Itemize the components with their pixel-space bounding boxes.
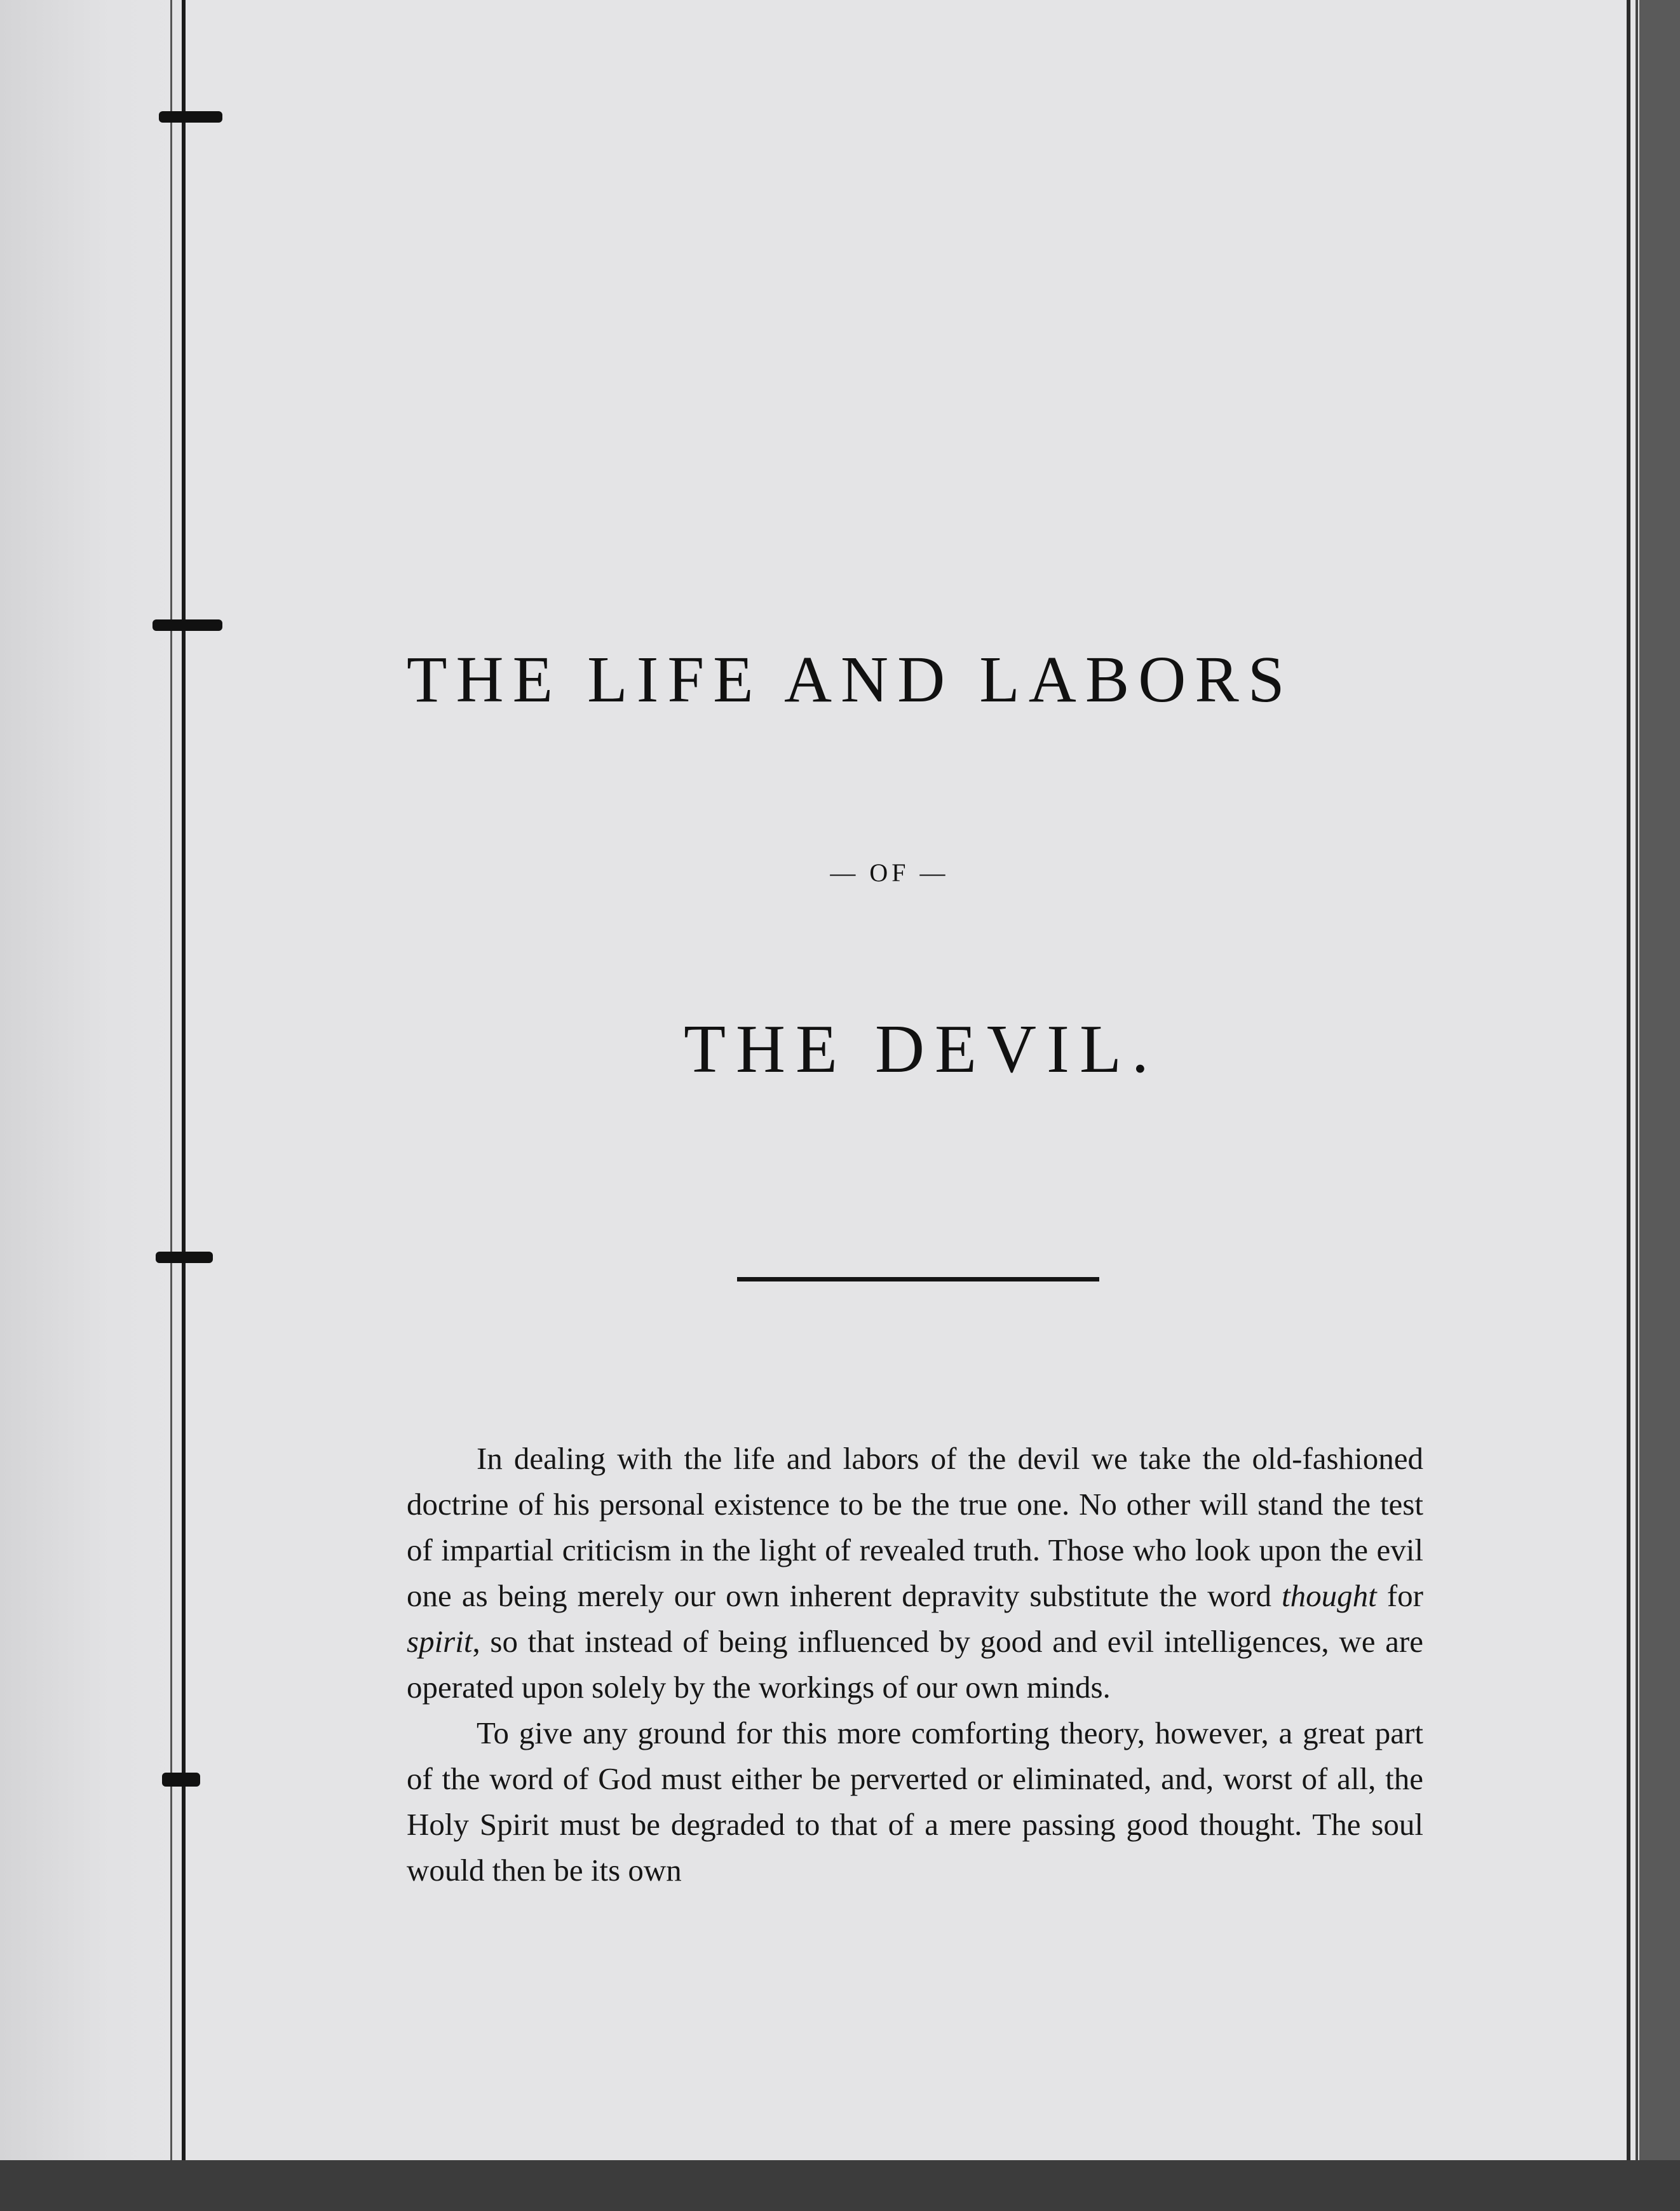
body-text	[407, 1436, 1423, 1893]
page-edge	[1627, 0, 1630, 2173]
paragraph-2: To give any ground for this more comforting theory, however, a great part of the word of God must either be perverted or eliminated, and, worst of all, the Holy Spirit must be degraded to that of a mere passing good thought. The soul would then be its own	[407, 1715, 1423, 1888]
paragraph-1-part-1: In dealing with the life and labors of the devil we take the old-fashioned doctrine of his personal existence to be the true one. No other will stand the test of impartial criticism in the light of revealed truth. Those who look upon the evil one as being merely our own inherent depravity substitute the word	[407, 1441, 1423, 1613]
title-line-1: THE LIFE AND LABORS	[407, 643, 1294, 716]
emphasis-spirit: spirit	[407, 1624, 473, 1659]
title-line-2: THE DEVIL.	[684, 1011, 1159, 1087]
scan-bottom-edge	[0, 2160, 1680, 2211]
spine-line-shadow	[170, 0, 172, 2173]
emphasis-thought: thought	[1282, 1578, 1377, 1613]
binding-stitch	[152, 619, 222, 631]
title-connector: — OF —	[830, 858, 949, 887]
binding-stitch	[159, 111, 222, 123]
paragraph-1-part-2: for	[1376, 1578, 1423, 1613]
binding-gutter	[0, 0, 184, 2173]
paragraph-1	[407, 1436, 1423, 1710]
binding-stitch	[162, 1773, 200, 1787]
title-rule	[737, 1277, 1099, 1281]
page-edge	[1636, 0, 1638, 2173]
binding-stitch	[156, 1252, 213, 1263]
spine-line	[182, 0, 186, 2173]
paragraph-1-part-3: , so that instead of being influenced by good and evil intelligences, we are operated upon solely by the workings of our own minds.	[407, 1624, 1423, 1705]
